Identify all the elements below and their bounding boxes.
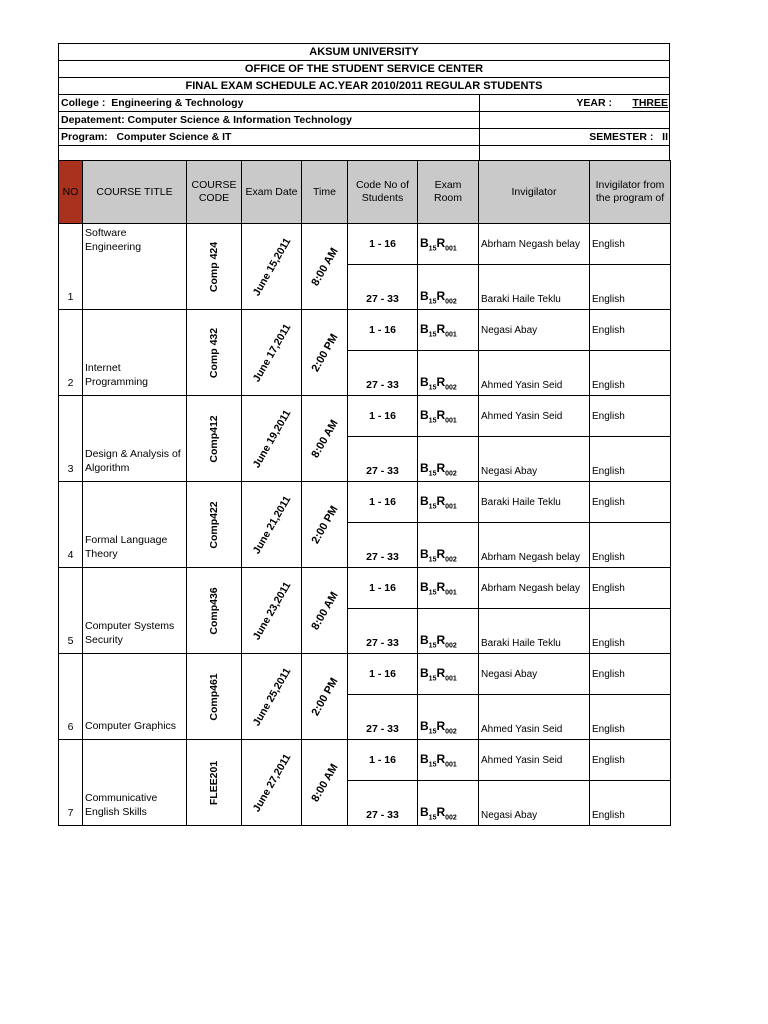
room-block-no: 15 xyxy=(428,331,437,339)
course-no: 3 xyxy=(59,396,83,482)
room-block: B xyxy=(420,665,429,680)
exam-date-cell xyxy=(242,310,302,396)
exam-date-cell xyxy=(242,740,302,826)
col-exam-date: Exam Date xyxy=(242,161,302,224)
schedule-title: FINAL EXAM SCHEDULE AC.YEAR 2010/2011 REGULAR STUDENTS xyxy=(58,77,670,94)
college-info xyxy=(61,95,243,111)
room-no: 001 xyxy=(445,331,457,339)
course-code-cell xyxy=(187,654,242,740)
exam-date-cell xyxy=(242,396,302,482)
exam-time: 8:00 AM xyxy=(308,589,341,632)
room-block: B xyxy=(420,804,429,819)
room-block: B xyxy=(420,460,429,475)
program-label: Program: xyxy=(61,131,108,143)
department-right-cell xyxy=(479,112,670,128)
exam-date: June 17,2011 xyxy=(250,321,293,384)
exam-time-cell xyxy=(302,654,348,740)
room-prefix: R xyxy=(436,460,446,475)
schedule-table xyxy=(58,160,671,826)
room-block-no: 15 xyxy=(428,298,437,305)
table-row xyxy=(59,224,671,265)
course-code: Comp 432 xyxy=(208,327,220,378)
room-no: 002 xyxy=(445,814,457,821)
invigilator-program: English xyxy=(590,654,671,695)
room-block: B xyxy=(420,751,429,766)
invigilator-program: English xyxy=(590,482,671,523)
invigilator: Baraki Haile Teklu xyxy=(479,482,590,523)
course-code: Comp 424 xyxy=(208,241,220,292)
room-block: B xyxy=(420,288,429,303)
invigilator: Negasi Abay xyxy=(479,781,590,826)
course-no: 5 xyxy=(59,568,83,654)
exam-time-cell xyxy=(302,482,348,568)
invigilator-program: English xyxy=(590,609,671,654)
room-prefix: R xyxy=(436,493,446,508)
invigilator: Ahmed Yasin Seid xyxy=(479,740,590,781)
student-codes: 27 - 33 xyxy=(348,437,418,482)
course-code: FLEE201 xyxy=(208,760,220,805)
room-prefix: R xyxy=(436,718,446,733)
room-block: B xyxy=(420,374,429,389)
program-info xyxy=(61,129,231,145)
room-block-no: 15 xyxy=(428,470,437,477)
invigilator: Negasi Abay xyxy=(479,654,590,695)
department-row xyxy=(58,111,670,128)
exam-room xyxy=(418,437,479,482)
exam-room xyxy=(418,351,479,396)
col-exam-room: Exam Room xyxy=(418,161,479,224)
course-code-cell xyxy=(187,482,242,568)
invigilator: Abrham Negash belay xyxy=(479,224,590,265)
course-title: Formal Language Theory xyxy=(83,482,187,568)
exam-time-cell xyxy=(302,568,348,654)
invigilator-program: English xyxy=(590,740,671,781)
department-info: Depatement: Computer Science & Information Technology xyxy=(61,114,352,126)
room-prefix: R xyxy=(436,374,446,389)
university-title: AKSUM UNIVERSITY xyxy=(58,43,670,60)
room-no: 002 xyxy=(445,556,457,563)
room-block: B xyxy=(420,632,429,647)
exam-room xyxy=(418,654,479,695)
exam-time-cell xyxy=(302,310,348,396)
invigilator-program: English xyxy=(590,351,671,396)
col-course-code: COURSE CODE xyxy=(187,161,242,224)
exam-date-cell xyxy=(242,654,302,740)
invigilator-program: English xyxy=(590,695,671,740)
room-no: 001 xyxy=(445,675,457,683)
exam-date: June 15,2011 xyxy=(250,235,293,298)
semester-info xyxy=(589,129,668,145)
exam-room xyxy=(418,265,479,310)
college-value: Engineering & Technology xyxy=(111,97,244,109)
room-no: 002 xyxy=(445,384,457,391)
exam-date: June 21,2011 xyxy=(250,493,293,556)
exam-date-cell xyxy=(242,224,302,310)
room-block-no: 15 xyxy=(428,675,437,683)
invigilator-program: English xyxy=(590,781,671,826)
room-prefix: R xyxy=(436,804,446,819)
course-code: Comp412 xyxy=(208,414,220,463)
schedule-body xyxy=(59,224,671,826)
invigilator: Negasi Abay xyxy=(479,310,590,351)
room-block: B xyxy=(420,407,429,422)
room-prefix: R xyxy=(436,407,446,422)
room-no: 001 xyxy=(445,761,457,769)
room-block: B xyxy=(420,493,429,508)
exam-room xyxy=(418,224,479,265)
room-block-no: 15 xyxy=(428,814,437,821)
invigilator: Abrham Negash belay xyxy=(479,523,590,568)
col-time: Time xyxy=(302,161,348,224)
year-info xyxy=(576,95,668,111)
room-prefix: R xyxy=(436,546,446,561)
college-row xyxy=(58,94,670,111)
student-codes: 1 - 16 xyxy=(348,482,418,523)
student-codes: 27 - 33 xyxy=(348,523,418,568)
invigilator-program: English xyxy=(590,224,671,265)
col-course-title: COURSE TITLE xyxy=(83,161,187,224)
course-code-cell xyxy=(187,740,242,826)
room-block-no: 15 xyxy=(428,642,437,649)
invigilator: Baraki Haile Teklu xyxy=(479,265,590,310)
exam-date: June 25,2011 xyxy=(250,665,293,728)
course-no: 6 xyxy=(59,654,83,740)
room-no: 002 xyxy=(445,470,457,477)
room-block: B xyxy=(420,546,429,561)
exam-room xyxy=(418,740,479,781)
exam-date: June 19,2011 xyxy=(250,407,293,470)
course-no: 2 xyxy=(59,310,83,396)
table-row xyxy=(59,396,671,437)
invigilator: Ahmed Yasin Seid xyxy=(479,396,590,437)
course-code-cell xyxy=(187,568,242,654)
invigilator: Ahmed Yasin Seid xyxy=(479,351,590,396)
course-no: 7 xyxy=(59,740,83,826)
room-block-no: 15 xyxy=(428,556,437,563)
exam-time: 2:00 PM xyxy=(308,331,341,374)
room-prefix: R xyxy=(436,321,446,336)
room-prefix: R xyxy=(436,288,446,303)
col-invigilator: Invigilator xyxy=(479,161,590,224)
room-block: B xyxy=(420,718,429,733)
exam-date: June 27,2011 xyxy=(250,751,293,814)
exam-room xyxy=(418,523,479,568)
office-title: OFFICE OF THE STUDENT SERVICE CENTER xyxy=(58,60,670,77)
col-code-no: Code No of Students xyxy=(348,161,418,224)
room-prefix: R xyxy=(436,235,446,250)
course-code-cell xyxy=(187,224,242,310)
course-no: 1 xyxy=(59,224,83,310)
invigilator-program: English xyxy=(590,265,671,310)
table-row xyxy=(59,482,671,523)
invigilator-program: English xyxy=(590,310,671,351)
exam-room xyxy=(418,609,479,654)
student-codes: 1 - 16 xyxy=(348,396,418,437)
exam-time: 2:00 PM xyxy=(308,503,341,546)
student-codes: 1 - 16 xyxy=(348,740,418,781)
invigilator: Negasi Abay xyxy=(479,437,590,482)
room-prefix: R xyxy=(436,632,446,647)
exam-time-cell xyxy=(302,224,348,310)
student-codes: 1 - 16 xyxy=(348,654,418,695)
room-no: 001 xyxy=(445,245,457,253)
student-codes: 27 - 33 xyxy=(348,351,418,396)
invigilator: Baraki Haile Teklu xyxy=(479,609,590,654)
exam-room xyxy=(418,310,479,351)
student-codes: 27 - 33 xyxy=(348,265,418,310)
college-label: College : xyxy=(61,97,106,109)
course-title: Software Engineering xyxy=(83,224,187,310)
room-prefix: R xyxy=(436,751,446,766)
exam-schedule-sheet xyxy=(58,43,670,826)
invigilator-program: English xyxy=(590,396,671,437)
room-block-no: 15 xyxy=(428,503,437,511)
room-block: B xyxy=(420,321,429,336)
student-codes: 27 - 33 xyxy=(348,781,418,826)
room-prefix: R xyxy=(436,665,446,680)
semester-value: II xyxy=(662,131,668,143)
room-block-no: 15 xyxy=(428,384,437,391)
spacer-right-cell xyxy=(479,146,670,160)
student-codes: 1 - 16 xyxy=(348,224,418,265)
room-block-no: 15 xyxy=(428,245,437,253)
semester-cell xyxy=(479,129,670,145)
student-codes: 27 - 33 xyxy=(348,609,418,654)
course-code: Comp436 xyxy=(208,586,220,635)
course-no: 4 xyxy=(59,482,83,568)
program-value: Computer Science & IT xyxy=(116,131,232,143)
student-codes: 1 - 16 xyxy=(348,568,418,609)
student-codes: 1 - 16 xyxy=(348,310,418,351)
exam-date-cell xyxy=(242,482,302,568)
col-invigilator-from: Invigilator from the program of xyxy=(590,161,671,224)
course-code-cell xyxy=(187,310,242,396)
room-block-no: 15 xyxy=(428,728,437,735)
room-no: 001 xyxy=(445,589,457,597)
course-code: Comp461 xyxy=(208,672,220,721)
room-no: 002 xyxy=(445,642,457,649)
room-block-no: 15 xyxy=(428,417,437,425)
student-codes: 27 - 33 xyxy=(348,695,418,740)
room-prefix: R xyxy=(436,579,446,594)
exam-date: June 23,2011 xyxy=(250,579,293,642)
table-row xyxy=(59,740,671,781)
room-no: 002 xyxy=(445,728,457,735)
exam-date-cell xyxy=(242,568,302,654)
program-row xyxy=(58,128,670,145)
table-row xyxy=(59,568,671,609)
invigilator-program: English xyxy=(590,568,671,609)
exam-time: 8:00 AM xyxy=(308,761,341,804)
course-title: Design & Analysis of Algorithm xyxy=(83,396,187,482)
room-block-no: 15 xyxy=(428,761,437,769)
year-value: THREE xyxy=(632,97,668,109)
spacer-row xyxy=(58,145,670,160)
course-code-cell xyxy=(187,396,242,482)
exam-room xyxy=(418,695,479,740)
course-title: Internet Programming xyxy=(83,310,187,396)
invigilator-program: English xyxy=(590,523,671,568)
exam-time: 2:00 PM xyxy=(308,675,341,718)
exam-time: 8:00 AM xyxy=(308,417,341,460)
exam-room xyxy=(418,482,479,523)
col-no: NO xyxy=(59,161,83,224)
exam-room xyxy=(418,781,479,826)
table-header-row xyxy=(59,161,671,224)
exam-room xyxy=(418,396,479,437)
room-no: 002 xyxy=(445,298,457,305)
room-no: 001 xyxy=(445,503,457,511)
course-title: Computer Systems Security xyxy=(83,568,187,654)
invigilator-program: English xyxy=(590,437,671,482)
course-code: Comp422 xyxy=(208,500,220,549)
invigilator: Ahmed Yasin Seid xyxy=(479,695,590,740)
exam-time-cell xyxy=(302,396,348,482)
room-block: B xyxy=(420,579,429,594)
year-cell xyxy=(479,95,670,111)
room-no: 001 xyxy=(445,417,457,425)
year-label: YEAR : xyxy=(576,97,612,109)
table-row xyxy=(59,310,671,351)
exam-room xyxy=(418,568,479,609)
exam-time-cell xyxy=(302,740,348,826)
table-row xyxy=(59,654,671,695)
exam-time: 8:00 AM xyxy=(308,245,341,288)
course-title: Communicative English Skills xyxy=(83,740,187,826)
course-title: Computer Graphics xyxy=(83,654,187,740)
invigilator: Abrham Negash belay xyxy=(479,568,590,609)
semester-label: SEMESTER : xyxy=(589,131,654,143)
room-block-no: 15 xyxy=(428,589,437,597)
room-block: B xyxy=(420,235,429,250)
